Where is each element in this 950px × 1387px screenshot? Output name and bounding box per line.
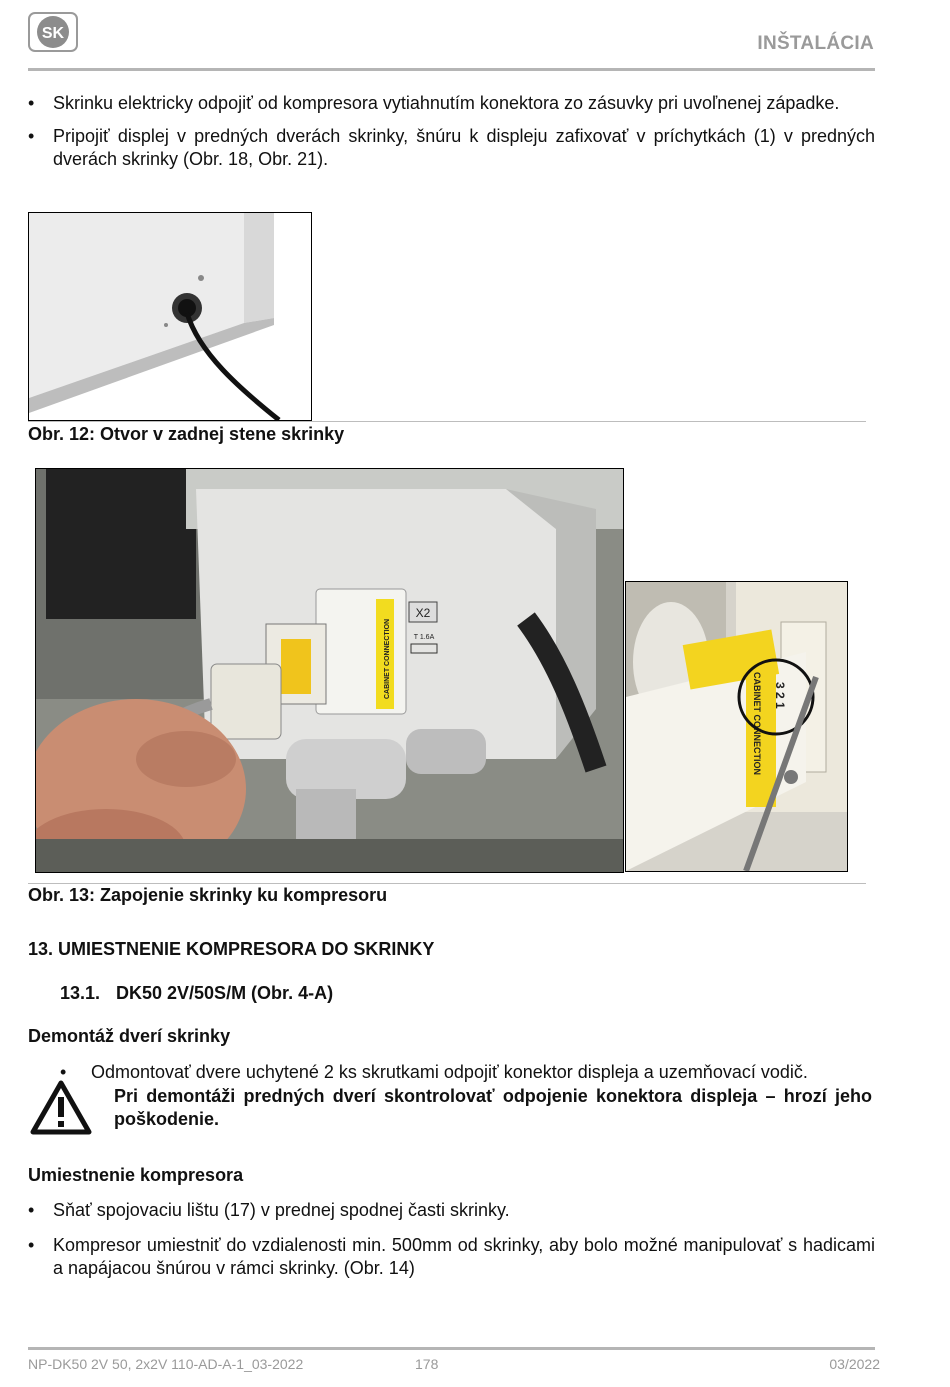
header-divider bbox=[28, 68, 875, 71]
svg-text:SK: SK bbox=[41, 25, 65, 42]
list-item: • Pripojiť displej v predných dverách skrinky, šnúru k displeju zafixovať v príchytkách (1) v predných dverách skrinky (Obr. 18, Obr. 21). bbox=[28, 125, 875, 171]
figure-13-caption: Obr. 13: Zapojenie skrinky ku kompresoru bbox=[28, 885, 388, 905]
footer-page-number: 178 bbox=[415, 1356, 439, 1372]
door-removal-list bbox=[60, 1061, 875, 1084]
figure-13-photo-detail bbox=[625, 581, 848, 872]
intro-bullet-list bbox=[28, 92, 875, 171]
door-removal-heading: Demontáž dverí skrinky bbox=[28, 1026, 231, 1046]
svg-text:CABINET CONNECTION: CABINET CONNECTION bbox=[752, 672, 762, 775]
warning-text: Pri demontáži predných dverí skontrolovať odpojenie konektora displeja – hrozí jeho poškodenie. bbox=[114, 1086, 872, 1129]
language-badge bbox=[28, 12, 78, 52]
figure-13-photo-main bbox=[35, 468, 624, 873]
subsection-title: DK50 2V/50S/M (Obr. 4-A) bbox=[116, 983, 334, 1003]
subsection-number: 13.1. bbox=[60, 983, 101, 1003]
footer-divider bbox=[28, 1347, 875, 1350]
section-heading: 13. UMIESTNENIE KOMPRESORA DO SKRINKY bbox=[28, 939, 435, 959]
list-item: • Odmontovať dvere uchytené 2 ks skrutkami odpojiť konektor displeja a uzemňovací vodič. bbox=[60, 1061, 875, 1084]
list-item: • Kompresor umiestniť do vzdialenosti min. 500mm od skrinky, aby bolo možné manipulovať s hadicami a napájacou šnúrou v rámci skrinky. (Obr. 14) bbox=[28, 1234, 875, 1280]
placement-list bbox=[28, 1199, 875, 1280]
placement-heading: Umiestnenie kompresora bbox=[28, 1165, 244, 1185]
subsection-heading bbox=[60, 983, 333, 1004]
svg-text:X2: X2 bbox=[415, 606, 431, 620]
warning-icon bbox=[30, 1080, 92, 1135]
list-item: • Sňať spojovaciu lištu (17) v prednej spodnej časti skrinky. bbox=[28, 1199, 875, 1222]
footer-doc-id: NP-DK50 2V 50, 2x2V 110-AD-A-1_03-2022 bbox=[28, 1356, 304, 1372]
svg-text:CABINET CONNECTION: CABINET CONNECTION bbox=[384, 618, 391, 699]
svg-text:3 2 1: 3 2 1 bbox=[773, 682, 787, 709]
footer-date: 03/2022 bbox=[829, 1356, 880, 1372]
figure-12-photo bbox=[28, 212, 312, 421]
figure-12-caption: Obr. 12: Otvor v zadnej stene skrinky bbox=[28, 424, 345, 444]
section-title: INŠTALÁCIA bbox=[757, 33, 874, 54]
svg-text:T 1.6A: T 1.6A bbox=[413, 634, 435, 641]
figure-12-divider bbox=[28, 421, 866, 422]
figure-13-divider bbox=[28, 883, 866, 884]
list-item: • Skrinku elektricky odpojiť od kompresora vytiahnutím konektora zo zásuvky pri uvoľnenej západke. bbox=[28, 92, 875, 115]
language-badge-icon bbox=[28, 12, 78, 52]
